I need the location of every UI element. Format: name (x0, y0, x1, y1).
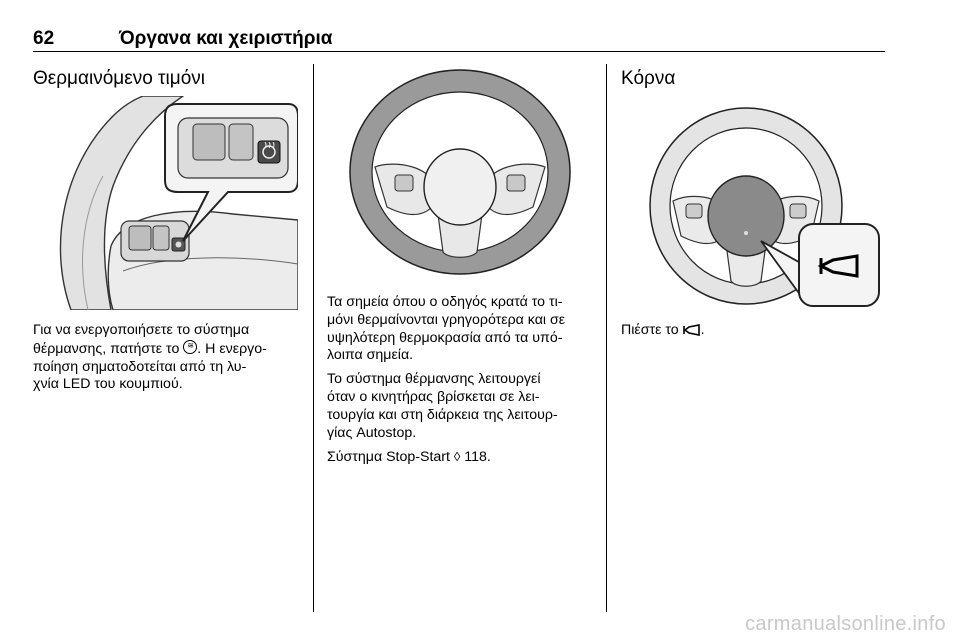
horn-text: Πιέστε το . (621, 322, 881, 342)
horn-figure (621, 96, 886, 310)
paragraph-1: Τα σημεία όπου ο οδηγός κρατά το τι- μόνι θερμαίνονται γρηγορότερα και σε υψηλότερη θερμοκρασία από τα υπό- λοιπα σημεία. (327, 294, 566, 364)
heated-wheel-text (33, 322, 303, 394)
stop-start-reference[interactable]: Σύστημα Stop-Start ◊ 118. (327, 449, 491, 466)
column-divider-2 (606, 64, 607, 612)
horn-icon (683, 324, 701, 342)
line-2: θέρμανσης, πατήστε το ≋ . Η ενεργο- (33, 340, 267, 357)
page-header (33, 28, 885, 50)
page-number: 62 (33, 28, 55, 49)
line-1: Για να ενεργοποιήσετε το σύστημα (33, 322, 250, 338)
reference-arrow-icon: ◊ (453, 449, 461, 465)
heating-info-text (327, 294, 602, 473)
section-title-heated-wheel: Θερμαινόμενο τιμόνι (33, 68, 206, 89)
line-3: ποίηση σηματοδοτείται από τη λυ- (33, 358, 247, 375)
paragraph-2: Το σύστημα θέρμανσης λειτουργεί όταν ο κινητήρας βρίσκεται σε λει- τουργία και στη διάρκεια της λειτουρ- γίας Autostop. (327, 371, 558, 441)
watermark: carmanualsonline.info (745, 613, 946, 635)
button-cluster (121, 221, 189, 261)
chapter-title: Όργανα και χειριστήρια (119, 28, 333, 49)
column-divider-1 (313, 64, 314, 612)
heated-wheel-figure (33, 96, 298, 310)
section-title-horn: Κόρνα (621, 68, 676, 89)
steering-wheel-figure (327, 67, 592, 277)
line-4: χνία LED του κουμπιού. (33, 376, 183, 393)
callout-buttons (178, 118, 288, 178)
heated-steering-wheel-button-icon: ≋ (183, 340, 197, 354)
header-rule (33, 51, 885, 52)
